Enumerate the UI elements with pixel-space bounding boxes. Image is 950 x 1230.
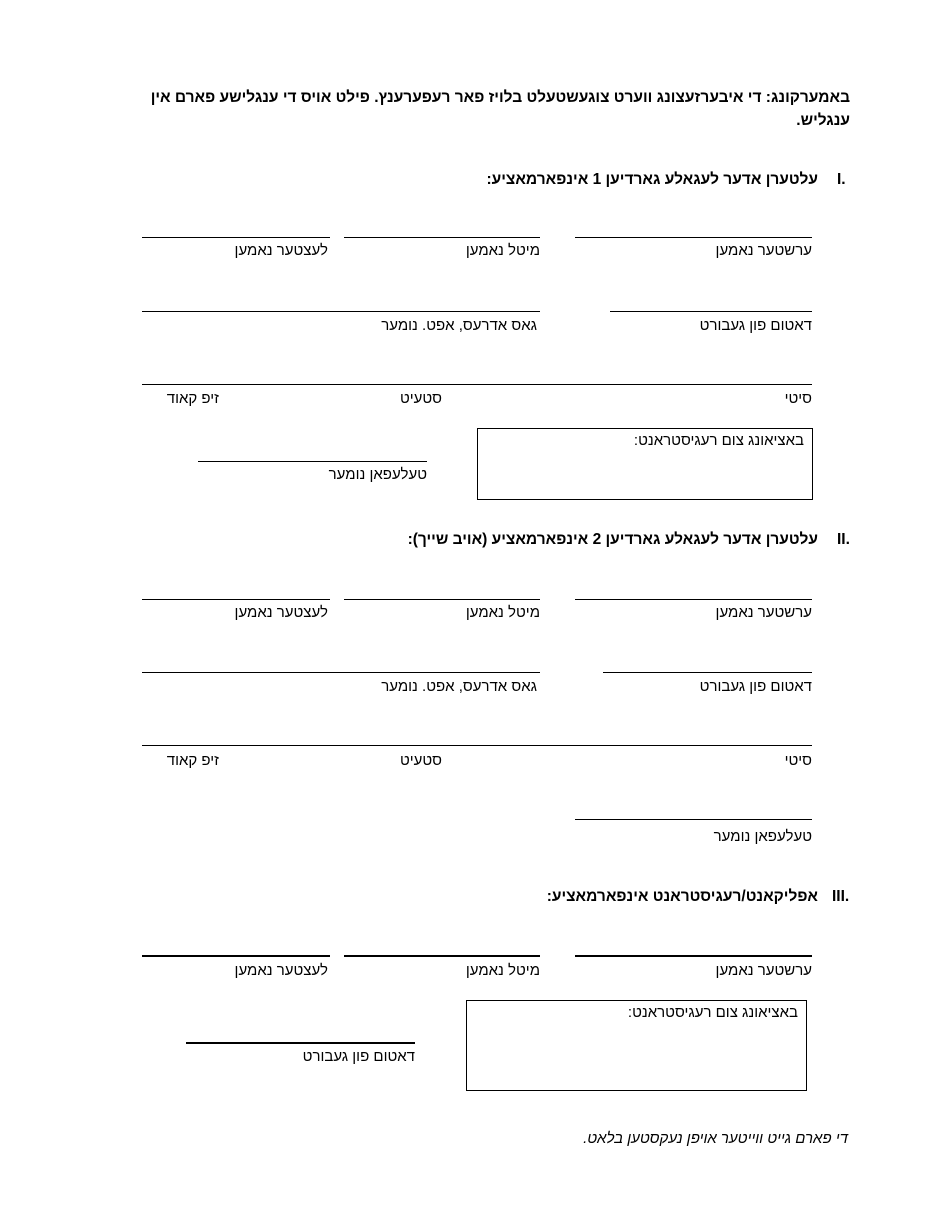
- dob-field[interactable]: [603, 672, 812, 673]
- dob-label: דאטום פון געבורט: [302, 1048, 415, 1065]
- city-state-zip-field[interactable]: [142, 745, 812, 746]
- continued-note: די פארם גייט ווייטער אויפן נעקסטען בלאט.: [583, 1130, 848, 1147]
- state-label: סטעיט: [399, 752, 442, 769]
- zip-label: זיפ קאוד: [166, 752, 219, 769]
- city-label: סיטי: [784, 390, 812, 407]
- first-name-field[interactable]: [575, 599, 812, 600]
- middle-name-field[interactable]: [344, 599, 540, 600]
- dob-field[interactable]: [186, 1042, 415, 1044]
- phone-field[interactable]: [198, 461, 427, 462]
- section-heading: עלטערן אדער לעגאלע גארדיען 1 אינפארמאציע:: [486, 171, 818, 188]
- translation-note: באמערקונג: די איבערזעצונג ווערט צוגעשטעלט בלויז פאר רעפערענץ. פילט אויס די ענגלישע פארם אין ענגליש.: [150, 89, 850, 129]
- street-address-field[interactable]: [142, 672, 540, 673]
- last-name-label: לעצטער נאמען: [234, 962, 328, 979]
- middle-name-field[interactable]: [344, 237, 540, 238]
- first-name-field[interactable]: [575, 237, 812, 238]
- relationship-label: באציאונג צום רעגיסטראנט:: [627, 1004, 798, 1021]
- dob-label: דאטום פון געבורט: [699, 678, 812, 695]
- last-name-field[interactable]: [142, 599, 330, 600]
- relationship-box[interactable]: [477, 428, 813, 500]
- city-state-zip-field[interactable]: [142, 384, 812, 385]
- phone-label: טעלעפאן נומער: [713, 828, 812, 845]
- section-heading: עלטערן אדער לעגאלע גארדיען 2 אינפארמאציע (אויב שייך):: [407, 531, 818, 548]
- middle-name-label: מיטל נאמען: [465, 604, 540, 621]
- dob-label: דאטום פון געבורט: [699, 317, 812, 334]
- dob-field[interactable]: [610, 311, 812, 312]
- street-address-label: גאס אדרעס, אפט. נומער: [381, 678, 537, 695]
- section-number: III.: [832, 888, 850, 905]
- middle-name-label: מיטל נאמען: [465, 962, 540, 979]
- zip-label: זיפ קאוד: [166, 390, 219, 407]
- section-number: II.: [837, 531, 850, 548]
- relationship-label: באציאונג צום רעגיסטראנט:: [633, 432, 804, 449]
- city-label: סיטי: [784, 752, 812, 769]
- middle-name-label: מיטל נאמען: [465, 242, 540, 259]
- state-label: סטעיט: [399, 390, 442, 407]
- first-name-label: ערשטער נאמען: [715, 604, 812, 621]
- section-heading: אפליקאנט/רעגיסטראנט אינפארמאציע:: [546, 888, 818, 905]
- first-name-label: ערשטער נאמען: [715, 242, 812, 259]
- street-address-label: גאס אדרעס, אפט. נומער: [381, 317, 537, 334]
- phone-label: טעלעפאן נומער: [328, 466, 427, 483]
- relationship-box[interactable]: [466, 1000, 807, 1091]
- first-name-field[interactable]: [575, 955, 812, 957]
- section-number: I.: [837, 171, 846, 188]
- last-name-field[interactable]: [142, 237, 330, 238]
- street-address-field[interactable]: [142, 311, 540, 312]
- first-name-label: ערשטער נאמען: [715, 962, 812, 979]
- last-name-label: לעצטער נאמען: [234, 604, 328, 621]
- phone-field[interactable]: [575, 819, 812, 820]
- middle-name-field[interactable]: [344, 955, 540, 957]
- last-name-label: לעצטער נאמען: [234, 242, 328, 259]
- last-name-field[interactable]: [142, 955, 330, 957]
